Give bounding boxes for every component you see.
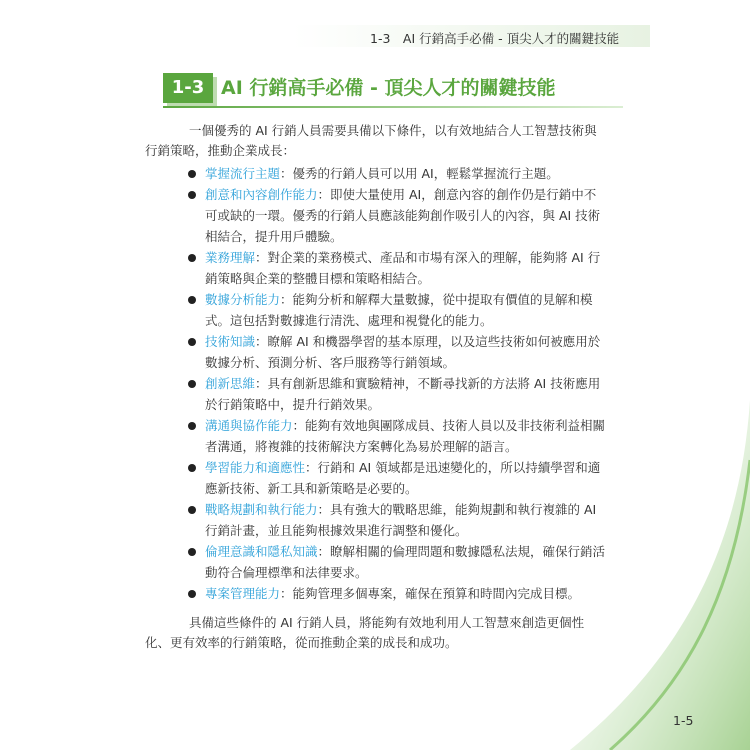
section-heading — [163, 73, 623, 105]
page-number: 1-5 — [673, 713, 694, 728]
intro-paragraph: 一個優秀的 AI 行銷人員需要具備以下條件，以有效地結合人工智慧技術與行銷策略，推動企業成長： — [145, 123, 597, 158]
bullet-dot-icon — [188, 506, 196, 514]
skill-item — [188, 289, 608, 331]
decorative-green-curve — [540, 400, 750, 750]
skill-description: ：能夠有效地與團隊成員、技術人員以及非技術利益相關者溝通，將複雜的技術解決方案轉化為易於理解的語言。 — [205, 418, 606, 454]
skill-term: 創新思維 — [205, 376, 256, 391]
skill-term: 學習能力和適應性 — [205, 460, 306, 475]
bullet-dot-icon — [188, 464, 196, 472]
title-underline — [163, 106, 623, 108]
skill-item — [188, 184, 608, 247]
bullet-dot-icon — [188, 380, 196, 388]
bullet-dot-icon — [188, 338, 196, 346]
bullet-dot-icon — [188, 548, 196, 556]
section-title: AI 行銷高手必備 - 頂尖人才的關鍵技能 — [221, 77, 556, 99]
bullet-dot-icon — [188, 296, 196, 304]
skill-description: ：具有創新思維和實驗精神，不斷尋找新的方法將 AI 技術應用於行銷策略中，提升行銷效果。 — [205, 376, 601, 412]
skill-description: ：優秀的行銷人員可以用 AI，輕鬆掌握流行主題。 — [280, 166, 559, 181]
bullet-dot-icon — [188, 191, 196, 199]
bullet-dot-icon — [188, 170, 196, 178]
skill-term: 戰略規劃和執行能力 — [205, 502, 318, 517]
skill-term: 溝通與協作能力 — [205, 418, 293, 433]
skill-item — [188, 163, 608, 184]
skill-description: ：瞭解 AI 和機器學習的基本原理，以及這些技術如何被應用於數據分析、預測分析、客戶服務等行銷領域。 — [205, 334, 601, 370]
running-head: 1-3 AI 行銷高手必備 - 頂尖人才的關鍵技能 — [370, 31, 620, 46]
skill-term: 業務理解 — [205, 250, 256, 265]
skill-item — [188, 247, 608, 289]
skill-term: 倫理意識和隱私知識 — [205, 544, 318, 559]
skill-description: ：能夠管理多個專案，確保在預算和時間內完成目標。 — [280, 586, 581, 601]
section-number-badge: 1-3 — [163, 73, 213, 103]
skill-description: ：對企業的業務模式、產品和市場有深入的理解，能夠將 AI 行銷策略與企業的整體目標和策略相結合。 — [205, 250, 601, 286]
skill-description: ：瞭解相關的倫理問題和數據隱私法規，確保行銷活動符合倫理標準和法律要求。 — [205, 544, 606, 580]
skill-description: ：即使大量使用 AI，創意內容的創作仍是行銷中不可或缺的一環。優秀的行銷人員應該能夠創作吸引人的內容，與 AI 技術相結合，提升用戶體驗。 — [205, 187, 601, 244]
bullet-dot-icon — [188, 254, 196, 262]
skill-term: 創意和內容創作能力 — [205, 187, 318, 202]
bullet-dot-icon — [188, 422, 196, 430]
skill-description: ：能夠分析和解釋大量數據，從中提取有價值的見解和模式。這包括對數據進行清洗、處理和視覺化的能力。 — [205, 292, 593, 328]
skill-item — [188, 331, 608, 373]
skill-term: 數據分析能力 — [205, 292, 281, 307]
skill-description: ：具有強大的戰略思維，能夠規劃和執行複雜的 AI 行銷計畫，並且能夠根據效果進行調整和優化。 — [205, 502, 597, 538]
skill-term: 技術知識 — [205, 334, 256, 349]
skill-term: 專案管理能力 — [205, 586, 281, 601]
skill-term: 掌握流行主題 — [205, 166, 281, 181]
closing-paragraph: 具備這些條件的 AI 行銷人員，將能夠有效地利用人工智慧來創造更個性化、更有效率的行銷策略，從而推動企業的成長和成功。 — [145, 615, 585, 650]
skill-description: ：行銷和 AI 領域都是迅速變化的，所以持續學習和適應新技術、新工具和新策略是必要的。 — [205, 460, 601, 496]
bullet-dot-icon — [188, 590, 196, 598]
